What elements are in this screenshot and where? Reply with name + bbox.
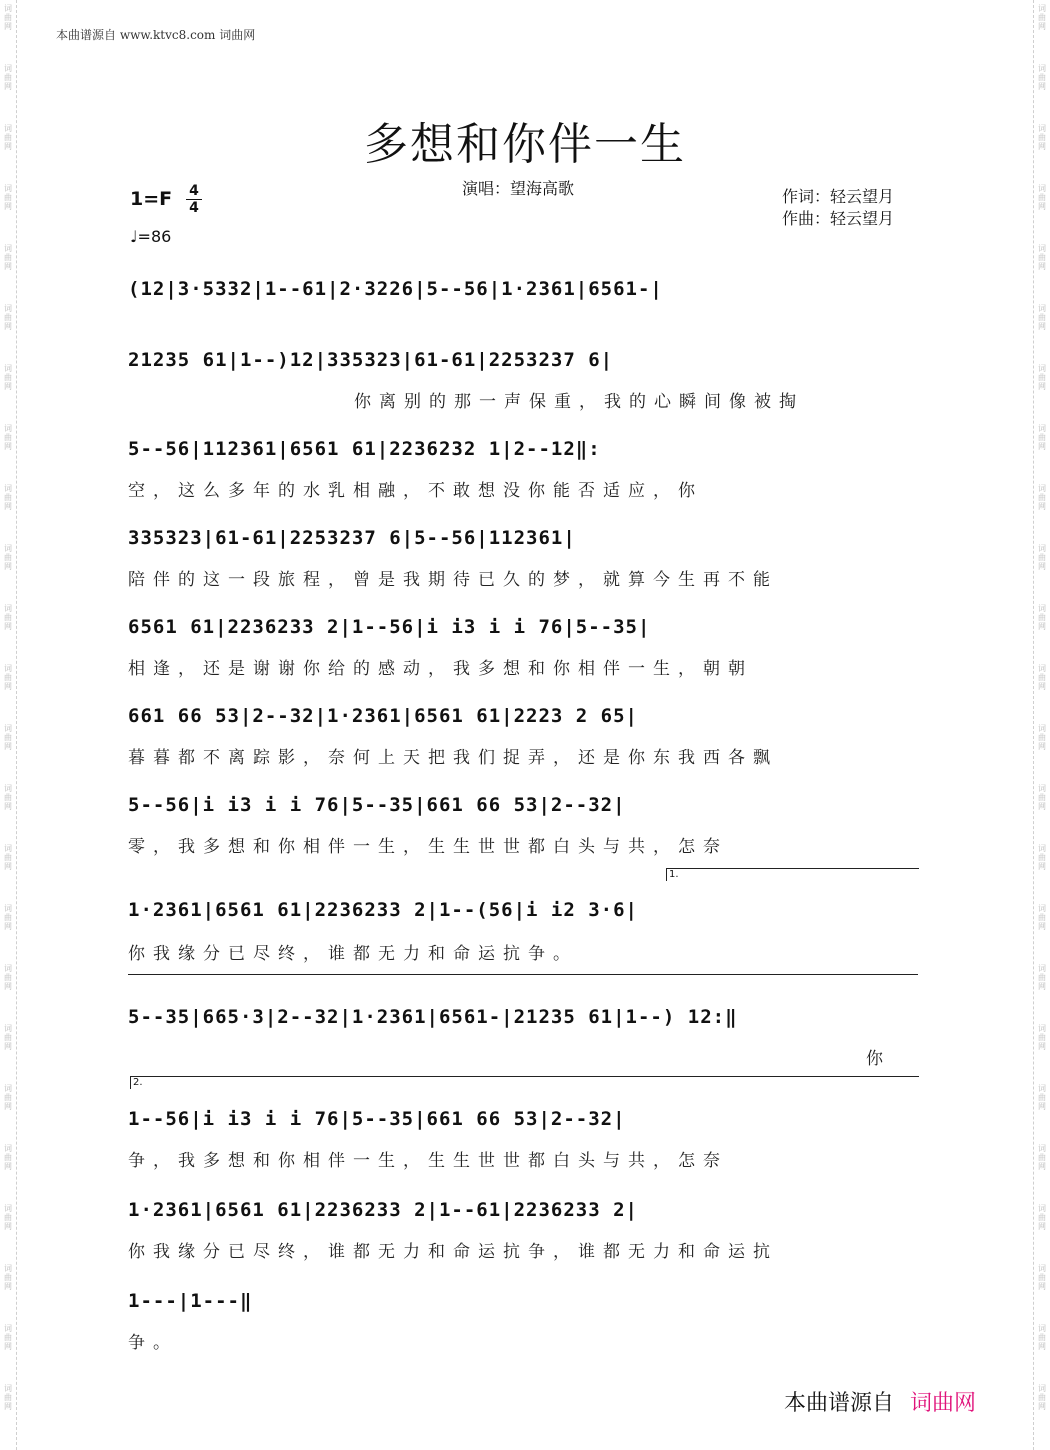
watermark-left: 词曲网	[4, 1144, 12, 1171]
watermark-left: 词曲网	[4, 244, 12, 271]
lyric-line-5: 相逢，还是谢谢你给的感动，我多想和你相伴一生，朝朝	[128, 659, 753, 679]
watermark-left: 词曲网	[4, 1324, 12, 1351]
lyric-line-11: 你我缘分已尽终，谁都无力和命运抗争，谁都无力和命运抗	[128, 1242, 778, 1262]
watermark-right: 词曲网	[1038, 304, 1046, 331]
watermark-right: 词曲网	[1038, 1084, 1046, 1111]
score-line-11: 1·2361|6561 61|2236233 2|1--61|2236233 2|	[128, 1199, 638, 1221]
score-line-5: 6561 61|2236233 2|1--56|i i3 i i 76|5--35|	[128, 616, 651, 638]
watermark-left: 词曲网	[4, 1084, 12, 1111]
time-top: 4	[189, 183, 199, 199]
tempo-marking: ♩=86	[130, 227, 172, 246]
score-line-6: 661 66 53|2--32|1·2361|6561 61|2223 2 65|	[128, 705, 638, 727]
watermark-left: 词曲网	[4, 64, 12, 91]
performer: 演唱：望海高歌	[462, 179, 575, 198]
watermark-left: 词曲网	[4, 544, 12, 571]
watermark-left: 词曲网	[4, 904, 12, 931]
watermark-right: 词曲网	[1038, 364, 1046, 391]
watermark-left: 词曲网	[4, 4, 12, 31]
watermark-left: 词曲网	[4, 424, 12, 451]
watermark-right: 词曲网	[1038, 1264, 1046, 1291]
score-line-9: 5--35|665·3|2--32|1·2361|6561-|21235 61|1--) 12:‖	[128, 1006, 738, 1028]
watermark-right: 词曲网	[1038, 64, 1046, 91]
volta-1: 1.	[666, 868, 919, 881]
watermark-right: 词曲网	[1038, 424, 1046, 451]
watermark-right: 词曲网	[1038, 544, 1046, 571]
score-line-12: 1---|1---‖	[128, 1290, 253, 1312]
lyric-line-6: 暮暮都不离踪影，奈何上天把我们捉弄，还是你东我西各飘	[128, 748, 778, 768]
score-line-10: 1--56|i i3 i i 76|5--35|661 66 53|2--32|	[128, 1108, 626, 1130]
watermark-right: 词曲网	[1038, 184, 1046, 211]
lyric-line-3: 空，这么多年的水乳相融，不敢想没你能否适应，你	[128, 481, 703, 501]
watermark-right: 词曲网	[1038, 1144, 1046, 1171]
watermark-right: 词曲网	[1038, 484, 1046, 511]
time-signature	[186, 184, 202, 215]
watermark-right: 词曲网	[1038, 784, 1046, 811]
watermark-right: 词曲网	[1038, 1384, 1046, 1411]
lyric-line-2: 你离别的那一声保重，我的心瞬间像被掏	[354, 392, 804, 412]
watermark-right: 词曲网	[1038, 964, 1046, 991]
credits	[782, 186, 894, 230]
watermark-left: 词曲网	[4, 484, 12, 511]
time-bottom: 4	[189, 200, 199, 216]
watermark-right: 词曲网	[1038, 604, 1046, 631]
score-line-7: 5--56|i i3 i i 76|5--35|661 66 53|2--32|	[128, 794, 626, 816]
score-line-4: 335323|61-61|2253237 6|5--56|112361|	[128, 527, 576, 549]
watermark-left: 词曲网	[4, 784, 12, 811]
watermark-right: 词曲网	[1038, 4, 1046, 31]
lyric-line-4: 陪伴的这一段旅程，曾是我期待已久的梦，就算今生再不能	[128, 570, 778, 590]
watermark-left: 词曲网	[4, 304, 12, 331]
watermark-left: 词曲网	[4, 604, 12, 631]
score-line-3: 5--56|112361|6561 61|2236232 1|2--12‖:	[128, 438, 601, 460]
score-line-2: 21235 61|1--)12|335323|61-61|2253237 6|	[128, 349, 614, 371]
watermark-left: 词曲网	[4, 1384, 12, 1411]
watermark-left: 词曲网	[4, 724, 12, 751]
composer: 作曲：轻云望月	[782, 209, 895, 228]
watermark-left: 词曲网	[4, 124, 12, 151]
source-header: 本曲谱源自 www.ktvc8.com 词曲网	[56, 28, 256, 42]
lyric-line-8: 你我缘分已尽终，谁都无力和命运抗争。	[128, 944, 578, 964]
watermark-left: 词曲网	[4, 364, 12, 391]
watermark-left: 词曲网	[4, 184, 12, 211]
watermark-left: 词曲网	[4, 1024, 12, 1051]
watermark-right: 词曲网	[1038, 904, 1046, 931]
watermark-left: 词曲网	[4, 844, 12, 871]
watermark-left: 词曲网	[4, 1264, 12, 1291]
watermark-right: 词曲网	[1038, 664, 1046, 691]
watermark-right: 词曲网	[1038, 1204, 1046, 1231]
watermark-right: 词曲网	[1038, 1324, 1046, 1351]
key-signature: 1=F	[130, 188, 173, 210]
song-title: 多想和你伴一生	[364, 119, 686, 170]
watermark-left: 词曲网	[4, 1204, 12, 1231]
footer-source	[784, 1386, 976, 1417]
footer-source-label: 本曲谱源自	[784, 1391, 895, 1416]
volta-1-bracket	[128, 974, 918, 975]
watermark-right: 词曲网	[1038, 124, 1046, 151]
watermark-left: 词曲网	[4, 964, 12, 991]
watermark-left: 词曲网	[4, 664, 12, 691]
lyricist: 作词：轻云望月	[782, 187, 895, 206]
volta-2: 2.	[130, 1076, 919, 1089]
score-line-8: 1·2361|6561 61|2236233 2|1--(56|i i2 3·6|	[128, 899, 638, 921]
lyric-line-7: 零，我多想和你相伴一生，生生世世都白头与共，怎奈	[128, 837, 728, 857]
watermark-right: 词曲网	[1038, 1024, 1046, 1051]
watermark-right: 词曲网	[1038, 244, 1046, 271]
score-line-1: (12|3·5332|1--61|2·3226|5--56|1·2361|6561-|	[128, 278, 663, 300]
footer-brand: 词曲网	[910, 1391, 977, 1416]
lyric-line-12: 争。	[128, 1333, 178, 1353]
watermark-right: 词曲网	[1038, 724, 1046, 751]
lyric-line-9: 你	[866, 1049, 891, 1069]
lyric-line-10: 争，我多想和你相伴一生，生生世世都白头与共，怎奈	[128, 1151, 728, 1171]
watermark-right: 词曲网	[1038, 844, 1046, 871]
